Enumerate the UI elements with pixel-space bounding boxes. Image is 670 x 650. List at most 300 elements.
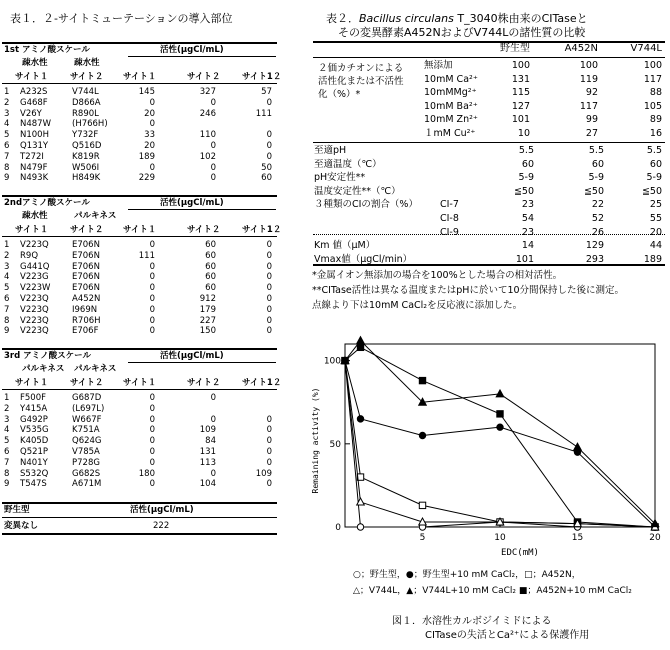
activity-value: 0 bbox=[210, 393, 216, 403]
column-header: サイト２ bbox=[187, 378, 221, 388]
data-point bbox=[497, 519, 503, 525]
type-label: 疎水性 bbox=[22, 58, 48, 68]
activity-value: 0 bbox=[149, 240, 155, 250]
property-label: Km 値（μM） bbox=[314, 240, 376, 252]
property-value: 44 bbox=[649, 240, 662, 252]
metal-value: 27 bbox=[585, 127, 598, 139]
row-number: 8 bbox=[4, 162, 10, 173]
property-value: ≦50 bbox=[583, 185, 604, 197]
property-value: 5.5 bbox=[518, 145, 534, 156]
table2-caption-species: Bacillus circulans bbox=[359, 12, 454, 25]
activity-value: 150 bbox=[199, 326, 216, 337]
data-point bbox=[419, 398, 427, 405]
site1-mutation: V223Q bbox=[20, 294, 49, 304]
site1-mutation: F500F bbox=[20, 393, 47, 403]
activity-value: 0 bbox=[149, 414, 155, 425]
activity-value: 227 bbox=[199, 315, 216, 326]
metal-value: 88 bbox=[649, 87, 662, 98]
site1-mutation: V223Q bbox=[20, 304, 49, 315]
data-point bbox=[574, 520, 582, 527]
activity-value: 0 bbox=[149, 447, 155, 457]
column-header: サイト２ bbox=[70, 378, 104, 388]
site1-mutation: R9Q bbox=[20, 250, 39, 261]
row-number: 5 bbox=[4, 283, 10, 294]
site2-mutation: E706N bbox=[72, 272, 100, 283]
activity-value: 0 bbox=[266, 130, 272, 141]
row-number: 1 bbox=[4, 87, 10, 97]
wild-bottom-rule bbox=[2, 533, 277, 535]
activity-value: 111 bbox=[138, 250, 155, 261]
metal-condition: 10mM Ca²⁺ bbox=[424, 73, 478, 85]
site1-mutation: V223G bbox=[20, 272, 49, 283]
site2-mutation: G682S bbox=[72, 468, 101, 479]
activity-value: 20 bbox=[144, 141, 155, 151]
site2-mutation: E706N bbox=[72, 240, 100, 250]
activity-value: 111 bbox=[255, 108, 272, 119]
activity-value: 0 bbox=[210, 468, 216, 479]
activity-value: 20 bbox=[144, 108, 155, 119]
section-title: 3rd アミノ酸スケール bbox=[4, 351, 91, 361]
dotted-separator bbox=[313, 234, 665, 235]
wild-activity-header: 活性(μgCl/mL) bbox=[130, 505, 194, 515]
site2-mutation: I969N bbox=[72, 304, 98, 315]
metal-condition: 無添加 bbox=[424, 60, 453, 71]
activity-value: 0 bbox=[210, 97, 216, 108]
activity-value: 104 bbox=[199, 479, 216, 490]
site2-mutation: W506I bbox=[72, 162, 100, 173]
row-number: 5 bbox=[4, 436, 10, 447]
site1-mutation: G492P bbox=[20, 414, 48, 425]
row-number: 8 bbox=[4, 315, 10, 326]
activity-value: 84 bbox=[205, 436, 216, 447]
activity-value: 60 bbox=[205, 272, 216, 283]
metal-value: 89 bbox=[649, 114, 662, 125]
data-point bbox=[496, 390, 504, 397]
activity-rule bbox=[128, 362, 276, 363]
property-value: 54 bbox=[521, 213, 534, 224]
activity-value: 0 bbox=[149, 304, 155, 315]
activity-value: 0 bbox=[266, 294, 272, 304]
activity-header: 活性(μgCl/mL) bbox=[160, 198, 224, 208]
table1-caption: 表１．２-サイトミューテーションの導入部位 bbox=[10, 12, 233, 25]
metal-value: 100 bbox=[643, 60, 662, 71]
y-axis-label: Remaining activity (%) bbox=[311, 387, 320, 494]
table2-note: *金属イオン無添加の場合を100%とした場合の相対活性。 bbox=[312, 270, 563, 281]
property-value: ≦50 bbox=[641, 185, 662, 197]
site1-mutation: V26Y bbox=[20, 108, 42, 119]
metal-value: 127 bbox=[511, 100, 530, 112]
type-label: パルキネス bbox=[74, 211, 117, 221]
metal-value: 117 bbox=[579, 100, 598, 112]
table2-bottom-rule bbox=[313, 264, 665, 266]
property-value: 5-9 bbox=[518, 172, 534, 184]
chart-legend-line2: △；V744L，▲；V744L+10 mM CaCl₂ ■；A452N+10 mM CaCl₂ bbox=[353, 586, 632, 596]
activity-value: 327 bbox=[199, 87, 216, 97]
activity-value: 189 bbox=[138, 151, 155, 162]
data-point bbox=[497, 519, 503, 525]
site2-mutation: (L697L) bbox=[72, 403, 105, 414]
data-point bbox=[419, 502, 425, 508]
series-line bbox=[345, 361, 655, 527]
property-label: 温度安定性**（℃） bbox=[314, 185, 401, 197]
metal-condition: 10mM Zn²⁺ bbox=[424, 114, 478, 125]
property-value: 20 bbox=[649, 226, 662, 238]
site2-mutation: E706F bbox=[72, 326, 99, 337]
data-point bbox=[342, 357, 348, 363]
property-value: 60 bbox=[649, 158, 662, 170]
metal-value: 115 bbox=[511, 87, 530, 98]
section-title: 1st アミノ酸スケール bbox=[4, 45, 90, 55]
activity-value: 0 bbox=[149, 283, 155, 294]
site2-mutation: Q516D bbox=[72, 141, 102, 151]
metal-value: 100 bbox=[579, 60, 598, 71]
activity-value: 33 bbox=[144, 130, 155, 141]
site2-mutation: E706N bbox=[72, 250, 100, 261]
column-header: サイト２ bbox=[187, 72, 221, 82]
section-title: 2ndアミノ酸スケール bbox=[4, 198, 90, 208]
column-header: サイト1２ bbox=[242, 72, 282, 82]
row-number: 1 bbox=[4, 240, 10, 250]
row-number: 4 bbox=[4, 272, 10, 283]
table2-caption-pre: 表２． bbox=[326, 12, 359, 25]
row-number: 7 bbox=[4, 457, 10, 468]
activity-value: 0 bbox=[266, 315, 272, 326]
metal-effect-label: ２価カチオンによる bbox=[318, 63, 404, 74]
site1-mutation: N487W bbox=[20, 119, 51, 130]
table2-top-rule bbox=[313, 41, 665, 43]
site1-mutation: T547S bbox=[20, 479, 47, 490]
activity-value: 0 bbox=[149, 425, 155, 436]
site1-mutation: V223Q bbox=[20, 240, 49, 250]
data-point bbox=[652, 524, 658, 530]
ci-label: CI-8 bbox=[440, 213, 459, 224]
activity-value: 246 bbox=[199, 108, 216, 119]
data-point bbox=[574, 520, 580, 526]
data-point bbox=[342, 357, 348, 363]
row-number: 5 bbox=[4, 130, 10, 141]
site1-mutation: Q131Y bbox=[20, 141, 49, 151]
activity-value: 109 bbox=[255, 468, 272, 479]
x-tick-label: 10 bbox=[494, 533, 506, 543]
activity-header: 活性(μgCl/mL) bbox=[160, 45, 224, 55]
metal-value: 100 bbox=[511, 60, 530, 71]
column-header: サイト１ bbox=[123, 378, 157, 388]
property-value: 5.5 bbox=[588, 145, 604, 156]
type-label: 疎水性 bbox=[74, 58, 100, 68]
data-point bbox=[419, 518, 427, 525]
data-point bbox=[574, 519, 580, 525]
site2-mutation: R890L bbox=[72, 108, 99, 119]
activity-value: 180 bbox=[138, 468, 155, 479]
data-point bbox=[357, 474, 363, 480]
data-point bbox=[652, 524, 658, 530]
activity-value: 0 bbox=[149, 436, 155, 447]
property-value: 14 bbox=[521, 240, 534, 252]
site2-mutation: V744L bbox=[72, 87, 99, 97]
row-number: 6 bbox=[4, 294, 10, 304]
row-number: 6 bbox=[4, 141, 10, 151]
metal-value: 10 bbox=[517, 127, 530, 139]
site2-mutation: Y732F bbox=[72, 130, 99, 141]
site2-mutation: D866A bbox=[72, 97, 101, 108]
table2-note: 点線より下は10mM CaCl₂を反応液に添加した。 bbox=[312, 300, 523, 311]
activity-value: 0 bbox=[149, 119, 155, 130]
data-point bbox=[419, 377, 425, 383]
data-point bbox=[341, 357, 349, 364]
property-value: 189 bbox=[643, 253, 662, 265]
activity-value: 0 bbox=[266, 425, 272, 436]
activity-value: 0 bbox=[210, 162, 216, 173]
activity-value: 0 bbox=[266, 151, 272, 162]
activity-value: 0 bbox=[266, 97, 272, 108]
ci-label: CI-7 bbox=[440, 199, 459, 211]
activity-value: 0 bbox=[266, 261, 272, 272]
activity-value: 0 bbox=[266, 414, 272, 425]
metal-condition: 10mM Ba²⁺ bbox=[424, 100, 478, 112]
metal-value: 92 bbox=[585, 87, 598, 98]
type-label: 疎水性 bbox=[22, 211, 48, 221]
site2-mutation: G687D bbox=[72, 393, 102, 403]
data-point bbox=[357, 416, 363, 422]
activity-value: 0 bbox=[149, 326, 155, 337]
activity-value: 0 bbox=[266, 436, 272, 447]
site1-mutation: V535G bbox=[20, 425, 49, 436]
activity-value: 0 bbox=[210, 173, 216, 184]
column-header: サイト１ bbox=[15, 72, 49, 82]
row-number: 2 bbox=[4, 403, 10, 414]
data-point bbox=[419, 524, 425, 530]
activity-value: 0 bbox=[149, 457, 155, 468]
activity-value: 131 bbox=[199, 447, 216, 457]
series-line bbox=[345, 341, 655, 524]
metal-value: 117 bbox=[643, 73, 662, 85]
metal-value: 119 bbox=[579, 73, 598, 85]
column-header: サイト１ bbox=[15, 378, 49, 388]
row-number: 9 bbox=[4, 173, 10, 184]
site1-mutation: N479F bbox=[20, 162, 48, 173]
column-header: サイト1２ bbox=[242, 225, 282, 235]
data-point bbox=[652, 524, 658, 530]
property-value: 101 bbox=[515, 253, 534, 265]
property-value: 22 bbox=[591, 199, 604, 211]
data-point bbox=[651, 523, 659, 530]
activity-value: 109 bbox=[199, 425, 216, 436]
table2-header-rule bbox=[313, 57, 665, 58]
property-value: 26 bbox=[591, 226, 604, 238]
y-tick-label: 0 bbox=[335, 523, 341, 533]
activity-value: 0 bbox=[210, 141, 216, 151]
activity-value: 0 bbox=[149, 479, 155, 490]
site1-mutation: V223W bbox=[20, 283, 51, 294]
activity-value: 60 bbox=[205, 261, 216, 272]
activity-value: 0 bbox=[266, 326, 272, 337]
activity-value: 0 bbox=[266, 141, 272, 151]
activity-value: 113 bbox=[199, 457, 216, 468]
property-value: 5.5 bbox=[646, 145, 662, 156]
series-line bbox=[345, 361, 655, 527]
site1-mutation: A232S bbox=[20, 87, 48, 97]
activity-value: 229 bbox=[138, 173, 155, 184]
chart-legend-line1: ○；野生型，●；野生型+10 mM CaCl₂，□；A452N， bbox=[353, 570, 581, 580]
site1-mutation: G468F bbox=[20, 97, 48, 108]
wild-top-rule bbox=[2, 502, 277, 504]
site1-mutation: T272I bbox=[20, 151, 44, 162]
activity-value: 0 bbox=[149, 403, 155, 414]
metal-value: 99 bbox=[585, 114, 598, 125]
wild-activity-value: 222 bbox=[153, 521, 170, 531]
activity-value: 0 bbox=[149, 315, 155, 326]
row-number: 9 bbox=[4, 326, 10, 337]
section-top-rule bbox=[2, 348, 277, 350]
activity-value: 0 bbox=[149, 261, 155, 272]
row-number: 7 bbox=[4, 304, 10, 315]
activity-value: 0 bbox=[266, 240, 272, 250]
type-label: パルキネス bbox=[74, 364, 117, 374]
table2-mid-rule bbox=[313, 142, 665, 143]
row-number: 3 bbox=[4, 261, 10, 272]
site2-mutation: (H766H) bbox=[72, 119, 108, 130]
x-axis-label: EDC(mM) bbox=[501, 548, 539, 558]
wild-rule bbox=[2, 517, 277, 518]
data-point bbox=[574, 524, 580, 530]
data-point bbox=[342, 357, 348, 363]
row-number: 3 bbox=[4, 414, 10, 425]
activity-value: 0 bbox=[266, 272, 272, 283]
activity-value: 0 bbox=[149, 162, 155, 173]
column-header: サイト１ bbox=[123, 72, 157, 82]
property-value: 52 bbox=[591, 213, 604, 224]
property-value: 23 bbox=[521, 199, 534, 211]
property-value: 5-9 bbox=[588, 172, 604, 184]
data-point bbox=[497, 424, 503, 430]
site2-mutation: R706H bbox=[72, 315, 101, 326]
property-value: 25 bbox=[649, 199, 662, 211]
column-header: A452N bbox=[564, 43, 598, 54]
property-value: 60 bbox=[521, 158, 534, 170]
activity-header: 活性(μgCl/mL) bbox=[160, 351, 224, 361]
metal-effect-label: 活性化または不活性 bbox=[318, 76, 404, 87]
column-header: 野生型 bbox=[500, 43, 530, 54]
row-number: 2 bbox=[4, 250, 10, 261]
metal-value: 131 bbox=[511, 73, 530, 85]
activity-value: 60 bbox=[261, 173, 272, 184]
data-point bbox=[574, 443, 582, 450]
site1-mutation: V223Q bbox=[20, 326, 49, 337]
column-header: サイト２ bbox=[187, 225, 221, 235]
row-number: 7 bbox=[4, 151, 10, 162]
row-number: 1 bbox=[4, 393, 10, 403]
data-point bbox=[357, 524, 363, 530]
site2-mutation: A452N bbox=[72, 294, 101, 304]
row-number: 4 bbox=[4, 425, 10, 436]
x-tick-label: 5 bbox=[419, 533, 426, 543]
data-point bbox=[497, 411, 503, 417]
site2-mutation: K751A bbox=[72, 425, 100, 436]
site2-mutation: H849K bbox=[72, 173, 101, 184]
site1-mutation: N100H bbox=[20, 130, 49, 141]
activity-value: 0 bbox=[210, 414, 216, 425]
y-tick-label: 100 bbox=[323, 356, 341, 367]
property-value: 60 bbox=[591, 158, 604, 170]
no-change-label: 変異なし bbox=[4, 521, 39, 531]
site2-mutation: K819R bbox=[72, 151, 100, 162]
column-header: サイト２ bbox=[70, 72, 104, 82]
x-tick-label: 15 bbox=[571, 533, 584, 543]
property-value: ≦50 bbox=[513, 185, 534, 197]
site2-mutation: Q624G bbox=[72, 436, 102, 447]
site2-mutation: W667F bbox=[72, 414, 102, 425]
activity-value: 102 bbox=[199, 151, 216, 162]
data-point bbox=[342, 357, 348, 363]
metal-value: 16 bbox=[649, 127, 662, 139]
property-value: 129 bbox=[585, 240, 604, 252]
activity-value: 0 bbox=[149, 97, 155, 108]
site2-mutation: P728G bbox=[72, 457, 100, 468]
y-tick-label: 50 bbox=[329, 439, 341, 450]
metal-value: 101 bbox=[511, 114, 530, 125]
activity-value: 0 bbox=[266, 304, 272, 315]
row-number: 8 bbox=[4, 468, 10, 479]
series-line bbox=[345, 361, 655, 527]
activity-value: 0 bbox=[149, 393, 155, 403]
data-point bbox=[652, 524, 658, 530]
site2-mutation: E706N bbox=[72, 283, 100, 294]
row-number: 2 bbox=[4, 97, 10, 108]
activity-value: 179 bbox=[199, 304, 216, 315]
series-line bbox=[345, 347, 655, 527]
table2-caption-line2: その変異酵素A452NおよびV744Lの諸性質の比較 bbox=[338, 26, 586, 39]
data-point bbox=[651, 520, 659, 527]
property-value: 55 bbox=[649, 213, 662, 224]
data-point bbox=[574, 449, 580, 455]
site1-mutation: Q521P bbox=[20, 447, 49, 457]
activity-value: 0 bbox=[266, 457, 272, 468]
column-header: V744L bbox=[630, 43, 662, 54]
site1-mutation: K405D bbox=[20, 436, 49, 447]
wild-label: 野生型 bbox=[4, 505, 30, 515]
site1-mutation: S532Q bbox=[20, 468, 49, 479]
activity-value: 50 bbox=[261, 162, 272, 173]
data-point bbox=[496, 518, 504, 525]
column-header: サイト１ bbox=[123, 225, 157, 235]
property-value: 23 bbox=[521, 226, 534, 238]
row-number: 9 bbox=[4, 479, 10, 490]
table2-caption-post: T_3040株由来のCITaseと bbox=[453, 12, 588, 25]
series-line bbox=[345, 361, 655, 527]
x-tick-label: 20 bbox=[649, 533, 661, 543]
activity-value: 60 bbox=[205, 250, 216, 261]
activity-value: 0 bbox=[266, 479, 272, 490]
data-point bbox=[357, 498, 365, 505]
data-point bbox=[357, 344, 363, 350]
site1-mutation: Y415A bbox=[20, 403, 48, 414]
property-value: 293 bbox=[585, 253, 604, 265]
column-header: サイト１ bbox=[15, 225, 49, 235]
site2-mutation: A671M bbox=[72, 479, 102, 490]
activity-value: 0 bbox=[266, 447, 272, 457]
type-label: パルキネス bbox=[22, 364, 65, 374]
site2-mutation: V785A bbox=[72, 447, 100, 457]
activity-value: 145 bbox=[138, 87, 155, 97]
property-label: 至適pH bbox=[314, 145, 347, 156]
metal-condition: 10mMMg²⁺ bbox=[424, 87, 477, 98]
activity-value: 60 bbox=[205, 240, 216, 250]
property-label: ３種類のCIの割合（%） bbox=[314, 199, 418, 211]
header-rule bbox=[2, 389, 277, 390]
property-label: Vmax値（μgCl/min） bbox=[314, 253, 413, 265]
activity-value: 0 bbox=[149, 294, 155, 304]
figure-caption-line1: 図１．水溶性カルボジイミドによる bbox=[392, 616, 552, 627]
